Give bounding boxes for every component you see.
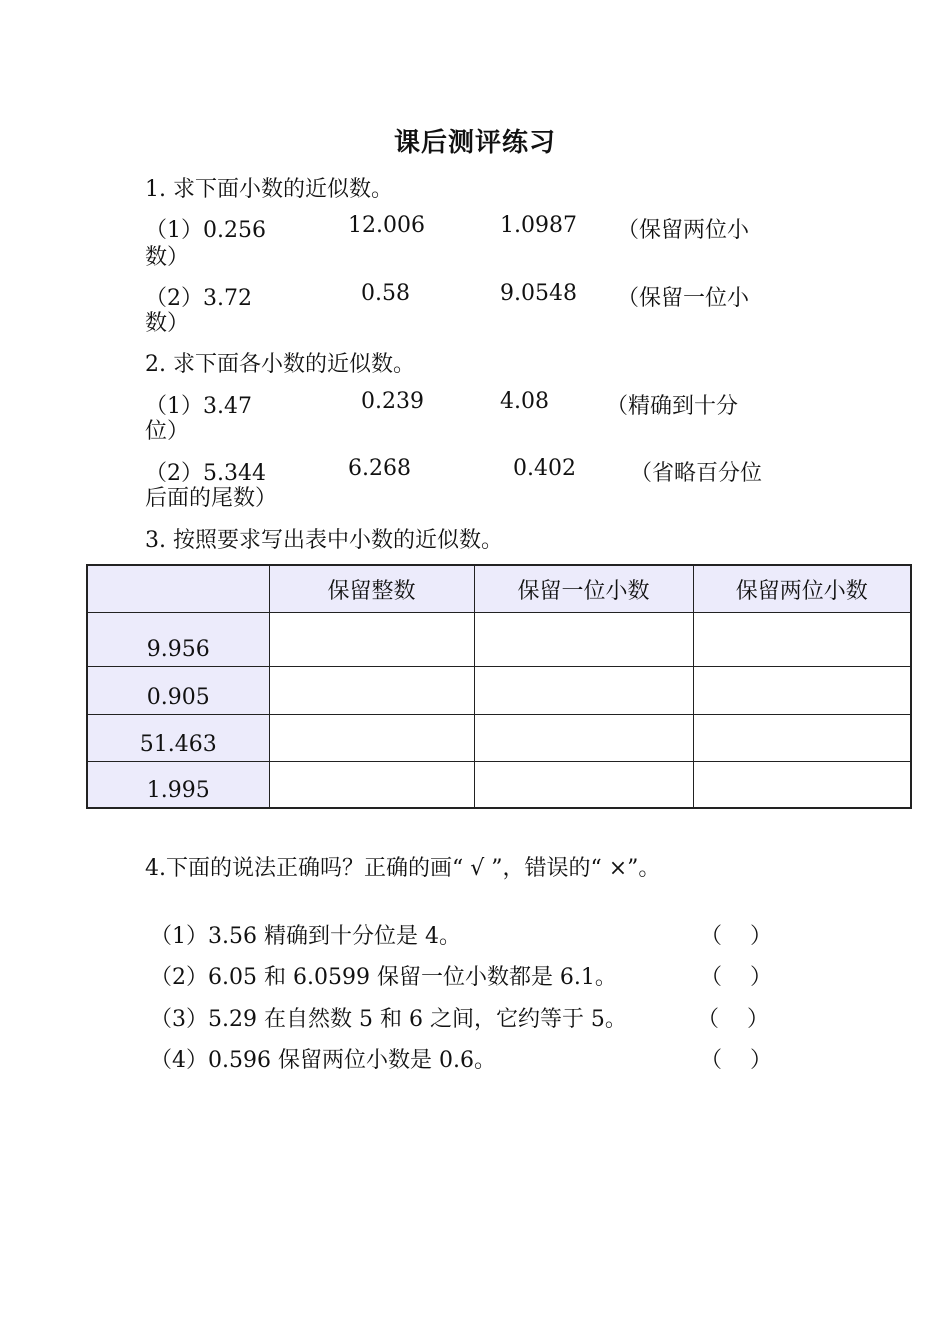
q2-row1-label: （1）3.47 — [145, 394, 252, 419]
q1-row1-note-end: 数） — [145, 245, 190, 270]
table-row-number: 0.905 — [87, 667, 269, 715]
q4-item-2-answer[interactable]: （ ） — [700, 965, 772, 990]
q1-row1-b: 12.006 — [348, 213, 425, 238]
q2-row2-note: （省略百分位 — [630, 461, 763, 486]
q2-heading: 2. 求下面各小数的近似数。 — [145, 352, 415, 377]
table-row — [87, 715, 911, 762]
q2-row1-c: 4.08 — [500, 389, 549, 414]
table-header-cell: 保留两位小数 — [693, 565, 911, 613]
q1-row1-label: （1）0.256 — [145, 218, 266, 243]
q1-row1-note: （保留两位小 — [617, 218, 750, 243]
answer-cell[interactable] — [269, 613, 474, 667]
answer-cell[interactable] — [474, 667, 693, 715]
table-row-number: 9.956 — [87, 613, 269, 667]
table-row-number: 1.995 — [87, 762, 269, 808]
table-row — [87, 762, 911, 808]
q4-heading: 4.下面的说法正确吗？正确的画“ √ ”，错误的“ ×”。 — [145, 856, 661, 881]
q4-item-2-text: （2）6.05 和 6.0599 保留一位小数都是 6.1。 — [150, 965, 617, 990]
q2-row1-note: （精确到十分 — [606, 394, 739, 419]
answer-cell[interactable] — [474, 762, 693, 808]
q4-item-1-text: （1）3.56 精确到十分位是 4。 — [150, 924, 461, 949]
q1-row2-b: 0.58 — [361, 281, 410, 306]
approximation-table — [86, 564, 912, 809]
q1-row2-c: 9.0548 — [500, 281, 577, 306]
answer-cell[interactable] — [693, 715, 911, 762]
q2-row1-note-end: 位） — [145, 419, 190, 444]
table-row-number: 51.463 — [87, 715, 269, 762]
page-title: 课后测评练习 — [393, 128, 556, 158]
table-header-row — [87, 565, 911, 613]
q2-row2-note-end: 后面的尾数） — [145, 486, 278, 511]
q1-row2-note: （保留一位小 — [617, 286, 750, 311]
table-header-cell: 保留整数 — [269, 565, 474, 613]
answer-cell[interactable] — [693, 613, 911, 667]
table-header-cell: 保留一位小数 — [474, 565, 693, 613]
q1-heading: 1. 求下面小数的近似数。 — [145, 177, 393, 202]
q4-item-3-answer[interactable]: （ ） — [697, 1007, 769, 1032]
q1-row2-note-end: 数） — [145, 311, 190, 336]
answer-cell[interactable] — [693, 762, 911, 808]
answer-cell[interactable] — [269, 667, 474, 715]
q2-row1-b: 0.239 — [361, 389, 424, 414]
answer-cell[interactable] — [474, 715, 693, 762]
table-header-cell — [87, 565, 269, 613]
q4-item-1-answer[interactable]: （ ） — [700, 924, 772, 949]
q4-item-3-text: （3）5.29 在自然数 5 和 6 之间，它约等于 5。 — [150, 1007, 627, 1032]
q4-item-4-text: （4）0.596 保留两位小数是 0.6。 — [150, 1048, 496, 1073]
q4-item-4-answer[interactable]: （ ） — [700, 1048, 772, 1073]
q2-row2-c: 0.402 — [513, 456, 576, 481]
q1-row2-label: （2）3.72 — [145, 286, 252, 311]
q1-row1-c: 1.0987 — [500, 213, 577, 238]
answer-cell[interactable] — [474, 613, 693, 667]
table-row — [87, 613, 911, 667]
q3-heading: 3. 按照要求写出表中小数的近似数。 — [145, 528, 503, 553]
q2-row2-b: 6.268 — [348, 456, 411, 481]
answer-cell[interactable] — [693, 667, 911, 715]
answer-cell[interactable] — [269, 715, 474, 762]
table-row — [87, 667, 911, 715]
answer-cell[interactable] — [269, 762, 474, 808]
q2-row2-label: （2）5.344 — [145, 461, 266, 486]
